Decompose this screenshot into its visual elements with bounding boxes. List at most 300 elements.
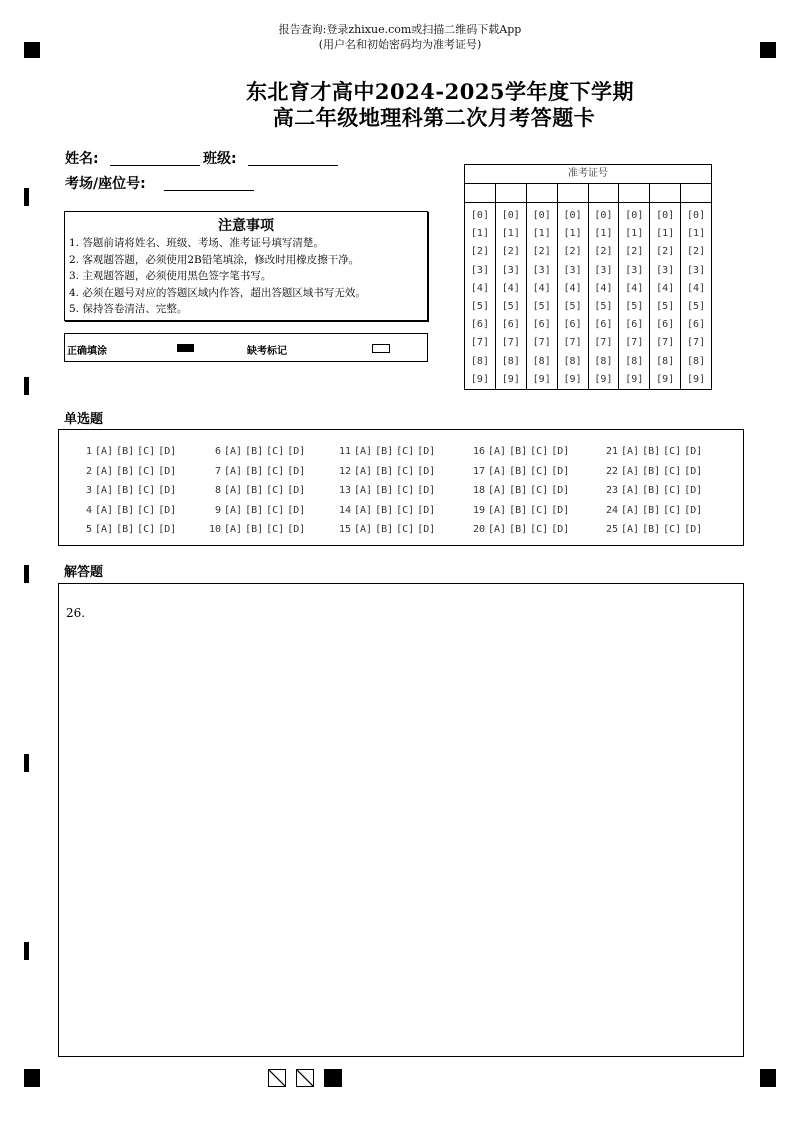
- option-bubble[interactable]: [C]: [396, 465, 415, 477]
- option-bubble[interactable]: [B]: [245, 524, 264, 535]
- question-row: [469, 462, 572, 482]
- admission-digit-bubble[interactable]: [9]: [532, 373, 551, 385]
- option-bubble[interactable]: [A]: [621, 485, 640, 496]
- timing-mark: [24, 188, 29, 206]
- slash-mark: [297, 1070, 314, 1087]
- option-bubble[interactable]: [A]: [224, 485, 243, 496]
- question-row: [335, 520, 438, 540]
- timing-mark: [24, 565, 29, 583]
- admission-digit-bubble[interactable]: [6]: [625, 319, 644, 331]
- option-bubble[interactable]: [A]: [488, 465, 507, 477]
- question-row: [602, 481, 705, 501]
- admission-digit-column: [589, 184, 620, 389]
- question-row: [602, 462, 705, 482]
- option-bubble[interactable]: [B]: [245, 485, 264, 496]
- admission-digit-bubble[interactable]: [4]: [625, 282, 644, 294]
- option-bubble[interactable]: [A]: [95, 465, 114, 477]
- question-column: [76, 442, 179, 540]
- option-bubble[interactable]: [A]: [354, 504, 373, 516]
- option-bubble[interactable]: [C]: [137, 446, 156, 457]
- option-bubble[interactable]: [B]: [642, 524, 661, 535]
- admission-digit-bubble[interactable]: [1]: [501, 228, 520, 240]
- option-bubble[interactable]: [D]: [287, 446, 306, 457]
- question-number: 11: [338, 446, 351, 457]
- option-bubble[interactable]: [D]: [417, 446, 436, 457]
- option-bubble[interactable]: [A]: [354, 446, 373, 457]
- admission-number-grid: [464, 164, 712, 390]
- question-number: 4: [85, 504, 92, 516]
- option-bubble[interactable]: [C]: [266, 504, 285, 516]
- admission-digit-bubble[interactable]: [1]: [656, 228, 675, 240]
- question-row: [205, 501, 308, 521]
- admission-digit-bubble[interactable]: [3]: [687, 264, 706, 276]
- admission-digit-bubble[interactable]: [1]: [594, 228, 613, 240]
- option-bubble[interactable]: [B]: [509, 465, 528, 477]
- option-bubble[interactable]: [D]: [417, 465, 436, 477]
- admission-digit-bubble[interactable]: [8]: [594, 355, 613, 367]
- notice-box: [64, 211, 428, 321]
- option-bubble[interactable]: [A]: [621, 524, 640, 535]
- option-bubble[interactable]: [C]: [266, 485, 285, 496]
- admission-digit-bubble[interactable]: [6]: [594, 319, 613, 331]
- admission-number-title: 准考证号: [465, 165, 711, 184]
- question-row: [76, 442, 179, 462]
- option-bubble[interactable]: [D]: [158, 504, 177, 516]
- question-column: [335, 442, 438, 540]
- option-bubble[interactable]: [C]: [396, 485, 415, 496]
- admission-digit-bubble[interactable]: [8]: [532, 355, 551, 367]
- option-bubble[interactable]: [C]: [530, 465, 549, 477]
- question-row: [335, 481, 438, 501]
- question-number: 5: [85, 524, 92, 535]
- admission-digit-bubble[interactable]: [5]: [656, 300, 675, 312]
- admission-digit-column: [619, 184, 650, 389]
- admission-digit-bubble[interactable]: [8]: [501, 355, 520, 367]
- option-bubble[interactable]: [C]: [396, 446, 415, 457]
- option-bubble[interactable]: [B]: [245, 504, 264, 516]
- admission-digit-bubble[interactable]: [0]: [563, 210, 582, 221]
- admission-digit-bubble[interactable]: [7]: [594, 337, 613, 349]
- correct-fill-label: 正确填涂: [67, 346, 107, 357]
- option-bubble[interactable]: [B]: [642, 446, 661, 457]
- admission-digit-bubbles: [681, 203, 711, 389]
- question-number: 23: [605, 485, 618, 496]
- question-number: 13: [338, 485, 351, 496]
- question-row: [335, 442, 438, 462]
- corner-mark-bottom-left: [24, 1069, 40, 1087]
- option-bubble[interactable]: [C]: [137, 504, 156, 516]
- question-row: [469, 481, 572, 501]
- question-row: [76, 481, 179, 501]
- question-number: 8: [214, 485, 221, 496]
- admission-digit-bubbles: [465, 203, 495, 389]
- option-bubble[interactable]: [B]: [509, 485, 528, 496]
- admission-digit-bubble[interactable]: [0]: [687, 210, 706, 221]
- notice-item: 1. 答题前请将姓名、班级、考场、准考证号填写清楚。: [69, 237, 324, 249]
- admission-digit-write-box[interactable]: [681, 184, 711, 203]
- question-number: 14: [338, 504, 351, 516]
- admission-digit-bubble[interactable]: [0]: [470, 210, 489, 221]
- admission-digit-column: [681, 184, 711, 389]
- admission-digit-bubble[interactable]: [9]: [656, 373, 675, 385]
- option-bubble[interactable]: [C]: [396, 524, 415, 535]
- admission-digit-bubble[interactable]: [9]: [470, 373, 489, 385]
- admission-digit-bubble[interactable]: [2]: [470, 246, 489, 258]
- admission-digit-bubble[interactable]: [5]: [594, 300, 613, 312]
- question-row: [469, 520, 572, 540]
- admission-digit-bubble[interactable]: [9]: [594, 373, 613, 385]
- question-row: [602, 442, 705, 462]
- option-bubble[interactable]: [D]: [287, 485, 306, 496]
- login-hint-note: (用户名和初始密码均为准考证号): [318, 38, 482, 51]
- option-bubble[interactable]: [B]: [375, 446, 394, 457]
- option-bubble[interactable]: [A]: [488, 485, 507, 496]
- option-bubble[interactable]: [D]: [684, 446, 703, 457]
- admission-digit-bubble[interactable]: [1]: [470, 228, 489, 240]
- option-bubble[interactable]: [A]: [488, 446, 507, 457]
- admission-digit-column: [558, 184, 589, 389]
- admission-digit-bubble[interactable]: [2]: [563, 246, 582, 258]
- admission-digit-bubble[interactable]: [7]: [656, 337, 675, 349]
- admission-digit-bubble[interactable]: [2]: [501, 246, 520, 258]
- option-bubble[interactable]: [C]: [266, 524, 285, 535]
- option-bubble[interactable]: [A]: [95, 446, 114, 457]
- option-bubble[interactable]: [B]: [375, 465, 394, 477]
- class-field[interactable]: [248, 165, 338, 166]
- admission-digit-column: [465, 184, 496, 389]
- admission-digit-bubble[interactable]: [9]: [563, 373, 582, 385]
- option-bubble[interactable]: [D]: [684, 504, 703, 516]
- option-bubble[interactable]: [A]: [621, 465, 640, 477]
- option-bubble[interactable]: [B]: [245, 446, 264, 457]
- admission-digit-bubble[interactable]: [2]: [594, 246, 613, 258]
- admission-digit-bubble[interactable]: [0]: [625, 210, 644, 221]
- admission-digit-bubble[interactable]: [2]: [687, 246, 706, 258]
- question-number: 21: [605, 446, 618, 457]
- question-row: [469, 501, 572, 521]
- question-number: 25: [605, 524, 618, 535]
- admission-digit-bubble[interactable]: [6]: [532, 319, 551, 331]
- question-row: [602, 501, 705, 521]
- admission-digit-bubble[interactable]: [4]: [656, 282, 675, 294]
- option-bubble[interactable]: [B]: [375, 504, 394, 516]
- notice-title: 注意事项: [218, 218, 274, 234]
- admission-digit-bubble[interactable]: [5]: [687, 300, 706, 312]
- admission-digit-write-box[interactable]: [496, 184, 526, 203]
- option-bubble[interactable]: [C]: [663, 504, 682, 516]
- question-number: 20: [472, 524, 485, 535]
- option-bubble[interactable]: [C]: [396, 504, 415, 516]
- room-seat-field[interactable]: [164, 190, 254, 191]
- option-bubble[interactable]: [C]: [663, 524, 682, 535]
- question-number: 10: [208, 524, 221, 535]
- option-bubble[interactable]: [C]: [137, 465, 156, 477]
- room-seat-label: 考场/座位号:: [65, 176, 146, 192]
- admission-digit-bubbles: [650, 203, 680, 389]
- admission-digit-bubble[interactable]: [1]: [687, 228, 706, 240]
- admission-digit-bubble[interactable]: [9]: [625, 373, 644, 385]
- option-bubble[interactable]: [C]: [663, 465, 682, 477]
- timing-mark: [24, 754, 29, 772]
- sheet-id-mark-slashed: [296, 1069, 314, 1087]
- option-bubble[interactable]: [D]: [287, 524, 306, 535]
- admission-digit-bubble[interactable]: [6]: [501, 319, 520, 331]
- option-bubble[interactable]: [A]: [354, 465, 373, 477]
- option-bubble[interactable]: [C]: [266, 465, 285, 477]
- admission-digit-bubble[interactable]: [7]: [563, 337, 582, 349]
- option-bubble[interactable]: [C]: [663, 485, 682, 496]
- option-bubble[interactable]: [D]: [287, 465, 306, 477]
- absent-mark-checkbox[interactable]: [372, 344, 390, 353]
- multiple-choice-title: 单选题: [64, 412, 104, 427]
- option-bubble[interactable]: [A]: [224, 465, 243, 477]
- timing-mark: [24, 377, 29, 395]
- question-column: [602, 442, 705, 540]
- question-row: [335, 501, 438, 521]
- admission-digit-bubbles: [589, 203, 619, 389]
- option-bubble[interactable]: [D]: [287, 504, 306, 516]
- admission-digit-bubble[interactable]: [5]: [625, 300, 644, 312]
- admission-digit-bubble[interactable]: [8]: [687, 355, 706, 367]
- admission-digit-bubble[interactable]: [4]: [532, 282, 551, 294]
- admission-digit-bubble[interactable]: [3]: [656, 264, 675, 276]
- admission-digit-bubble[interactable]: [6]: [470, 319, 489, 331]
- question-number: 22: [605, 465, 618, 477]
- admission-digit-bubble[interactable]: [5]: [501, 300, 520, 312]
- admission-digit-bubble[interactable]: [7]: [687, 337, 706, 349]
- admission-digit-write-box[interactable]: [527, 184, 557, 203]
- question-number: 7: [214, 465, 221, 477]
- name-label: 姓名:: [65, 151, 99, 167]
- admission-digit-bubble[interactable]: [5]: [532, 300, 551, 312]
- question-number: 19: [472, 504, 485, 516]
- option-bubble[interactable]: [A]: [224, 446, 243, 457]
- option-bubble[interactable]: [A]: [95, 504, 114, 516]
- option-bubble[interactable]: [B]: [116, 485, 135, 496]
- question-row: [602, 520, 705, 540]
- option-bubble[interactable]: [C]: [530, 485, 549, 496]
- admission-digit-bubble[interactable]: [8]: [470, 355, 489, 367]
- admission-digit-bubbles: [496, 203, 526, 389]
- admission-digit-write-box[interactable]: [589, 184, 619, 203]
- option-bubble[interactable]: [C]: [530, 504, 549, 516]
- question-number: 17: [472, 465, 485, 477]
- admission-digit-bubble[interactable]: [9]: [687, 373, 706, 385]
- question-number: 12: [338, 465, 351, 477]
- sheet-title-line1: 东北育才高中2024-2025学年度下学期: [245, 79, 635, 104]
- admission-digit-write-box[interactable]: [650, 184, 680, 203]
- admission-digit-bubble[interactable]: [5]: [470, 300, 489, 312]
- notice-item: 4. 必须在题号对应的答题区域内作答，超出答题区域书写无效。: [69, 286, 366, 299]
- report-query-note: 报告查询:登录zhixue.com或扫描二维码下载App: [278, 23, 522, 36]
- option-bubble[interactable]: [B]: [375, 485, 394, 496]
- admission-digit-bubble[interactable]: [7]: [532, 337, 551, 349]
- slash-mark: [269, 1070, 286, 1087]
- corner-mark-bottom-right: [760, 1069, 776, 1087]
- admission-digit-bubble[interactable]: [4]: [594, 282, 613, 294]
- question-row: [335, 462, 438, 482]
- admission-digit-bubble[interactable]: [7]: [501, 337, 520, 349]
- name-field[interactable]: [110, 165, 200, 166]
- option-bubble[interactable]: [D]: [551, 465, 570, 477]
- admission-digit-bubble[interactable]: [6]: [656, 319, 675, 331]
- admission-digit-write-box[interactable]: [558, 184, 588, 203]
- admission-digit-column: [527, 184, 558, 389]
- question-number: 15: [338, 524, 351, 535]
- option-bubble[interactable]: [B]: [642, 485, 661, 496]
- question-row: [469, 442, 572, 462]
- question-number: 26.: [66, 606, 86, 620]
- option-bubble[interactable]: [D]: [158, 485, 177, 496]
- option-bubble[interactable]: [B]: [509, 504, 528, 516]
- option-bubble[interactable]: [A]: [224, 504, 243, 516]
- admission-digit-bubble[interactable]: [1]: [625, 228, 644, 240]
- option-bubble[interactable]: [B]: [642, 504, 661, 516]
- sheet-id-mark-filled: [324, 1069, 342, 1087]
- admission-digit-bubble[interactable]: [2]: [656, 246, 675, 258]
- sheet-title-line2: 高二年级地理科第二次月考答题卡: [272, 105, 596, 130]
- option-bubble[interactable]: [D]: [551, 485, 570, 496]
- option-bubble[interactable]: [D]: [684, 465, 703, 477]
- admission-digit-bubble[interactable]: [1]: [532, 228, 551, 240]
- admission-digit-bubble[interactable]: [7]: [625, 337, 644, 349]
- option-bubble[interactable]: [D]: [684, 524, 703, 535]
- question-row: [76, 520, 179, 540]
- option-bubble[interactable]: [C]: [137, 485, 156, 496]
- option-bubble[interactable]: [B]: [116, 465, 135, 477]
- option-bubble[interactable]: [A]: [95, 524, 114, 535]
- question-number: 3: [85, 485, 92, 496]
- admission-digit-column: [650, 184, 681, 389]
- option-bubble[interactable]: [C]: [530, 446, 549, 457]
- admission-digit-write-box[interactable]: [465, 184, 495, 203]
- option-bubble[interactable]: [D]: [551, 524, 570, 535]
- admission-digit-bubble[interactable]: [0]: [501, 210, 520, 221]
- option-bubble[interactable]: [C]: [137, 524, 156, 535]
- timing-mark: [24, 942, 29, 960]
- option-bubble[interactable]: [C]: [663, 446, 682, 457]
- admission-digit-bubbles: [619, 203, 649, 389]
- admission-digit-bubble[interactable]: [8]: [656, 355, 675, 367]
- admission-digit-bubble[interactable]: [0]: [532, 210, 551, 221]
- option-bubble[interactable]: [D]: [551, 504, 570, 516]
- fill-legend: [64, 333, 428, 362]
- question-number: 1: [85, 446, 92, 457]
- notice-item: 5. 保持答卷清洁、完整。: [69, 303, 188, 315]
- admission-digit-write-box[interactable]: [619, 184, 649, 203]
- admission-digit-column: [496, 184, 527, 389]
- answer-area[interactable]: [58, 583, 744, 1057]
- option-bubble[interactable]: [B]: [116, 504, 135, 516]
- option-bubble[interactable]: [D]: [158, 465, 177, 477]
- question-row: [76, 462, 179, 482]
- admission-digit-bubble[interactable]: [3]: [594, 264, 613, 276]
- option-bubble[interactable]: [D]: [158, 446, 177, 457]
- option-bubble[interactable]: [D]: [158, 524, 177, 535]
- question-column: [469, 442, 572, 540]
- option-bubble[interactable]: [B]: [245, 465, 264, 477]
- admission-digit-bubble[interactable]: [6]: [563, 319, 582, 331]
- admission-digit-bubble[interactable]: [3]: [625, 264, 644, 276]
- admission-digit-bubble[interactable]: [0]: [594, 210, 613, 221]
- option-bubble[interactable]: [B]: [375, 524, 394, 535]
- question-row: [76, 501, 179, 521]
- option-bubble[interactable]: [D]: [417, 485, 436, 496]
- admission-digit-bubbles: [558, 203, 588, 389]
- admission-digit-bubble[interactable]: [4]: [687, 282, 706, 294]
- option-bubble[interactable]: [A]: [224, 524, 243, 535]
- admission-digit-bubble[interactable]: [2]: [625, 246, 644, 258]
- option-bubble[interactable]: [B]: [116, 524, 135, 535]
- option-bubble[interactable]: [D]: [417, 524, 436, 535]
- question-number: 24: [605, 504, 618, 516]
- question-row: [205, 520, 308, 540]
- admission-columns: [465, 184, 711, 389]
- admission-digit-bubble[interactable]: [3]: [470, 264, 489, 276]
- option-bubble[interactable]: [B]: [509, 446, 528, 457]
- admission-digit-bubble[interactable]: [7]: [470, 337, 489, 349]
- option-bubble[interactable]: [B]: [509, 524, 528, 535]
- admission-digit-bubble[interactable]: [2]: [532, 246, 551, 258]
- notice-item: 2. 客观题答题，必须使用2B铅笔填涂，修改时用橡皮擦干净。: [69, 253, 360, 266]
- option-bubble[interactable]: [D]: [417, 504, 436, 516]
- admission-digit-bubble[interactable]: [4]: [470, 282, 489, 294]
- multiple-choice-area: [58, 429, 744, 546]
- admission-digit-bubble[interactable]: [9]: [501, 373, 520, 385]
- question-row: [205, 481, 308, 501]
- admission-digit-bubble[interactable]: [8]: [625, 355, 644, 367]
- option-bubble[interactable]: [C]: [530, 524, 549, 535]
- class-label: 班级:: [203, 151, 237, 167]
- question-number: 16: [472, 446, 485, 457]
- admission-digit-bubble[interactable]: [5]: [563, 300, 582, 312]
- option-bubble[interactable]: [A]: [621, 446, 640, 457]
- option-bubble[interactable]: [A]: [95, 485, 114, 496]
- option-bubble[interactable]: [A]: [621, 504, 640, 516]
- option-bubble[interactable]: [C]: [266, 446, 285, 457]
- option-bubble[interactable]: [A]: [354, 524, 373, 535]
- answer-section-title: 解答题: [64, 565, 104, 580]
- admission-digit-bubble[interactable]: [0]: [656, 210, 675, 221]
- sheet-id-mark-slashed: [268, 1069, 286, 1087]
- absent-mark-label: 缺考标记: [247, 346, 287, 357]
- admission-digit-bubble[interactable]: [4]: [501, 282, 520, 294]
- option-bubble[interactable]: [B]: [116, 446, 135, 457]
- option-bubble[interactable]: [B]: [642, 465, 661, 477]
- admission-digit-bubble[interactable]: [1]: [563, 228, 582, 240]
- admission-digit-bubble[interactable]: [3]: [563, 264, 582, 276]
- option-bubble[interactable]: [A]: [354, 485, 373, 496]
- admission-digit-bubbles: [527, 203, 557, 389]
- notice-item: 3. 主观题答题，必须使用黑色签字笔书写。: [69, 270, 272, 282]
- option-bubble[interactable]: [D]: [551, 446, 570, 457]
- correct-fill-sample: [177, 344, 194, 352]
- admission-digit-bubble[interactable]: [8]: [563, 355, 582, 367]
- question-number: 9: [214, 504, 221, 516]
- question-row: [205, 442, 308, 462]
- admission-digit-bubble[interactable]: [3]: [501, 264, 520, 276]
- question-number: 18: [472, 485, 485, 496]
- admission-digit-bubble[interactable]: [6]: [687, 319, 706, 331]
- admission-digit-bubble[interactable]: [3]: [532, 264, 551, 276]
- option-bubble[interactable]: [A]: [488, 504, 507, 516]
- question-row: [205, 462, 308, 482]
- question-column: [205, 442, 308, 540]
- admission-digit-bubble[interactable]: [4]: [563, 282, 582, 294]
- question-number: 2: [85, 465, 92, 477]
- option-bubble[interactable]: [D]: [684, 485, 703, 496]
- option-bubble[interactable]: [A]: [488, 524, 507, 535]
